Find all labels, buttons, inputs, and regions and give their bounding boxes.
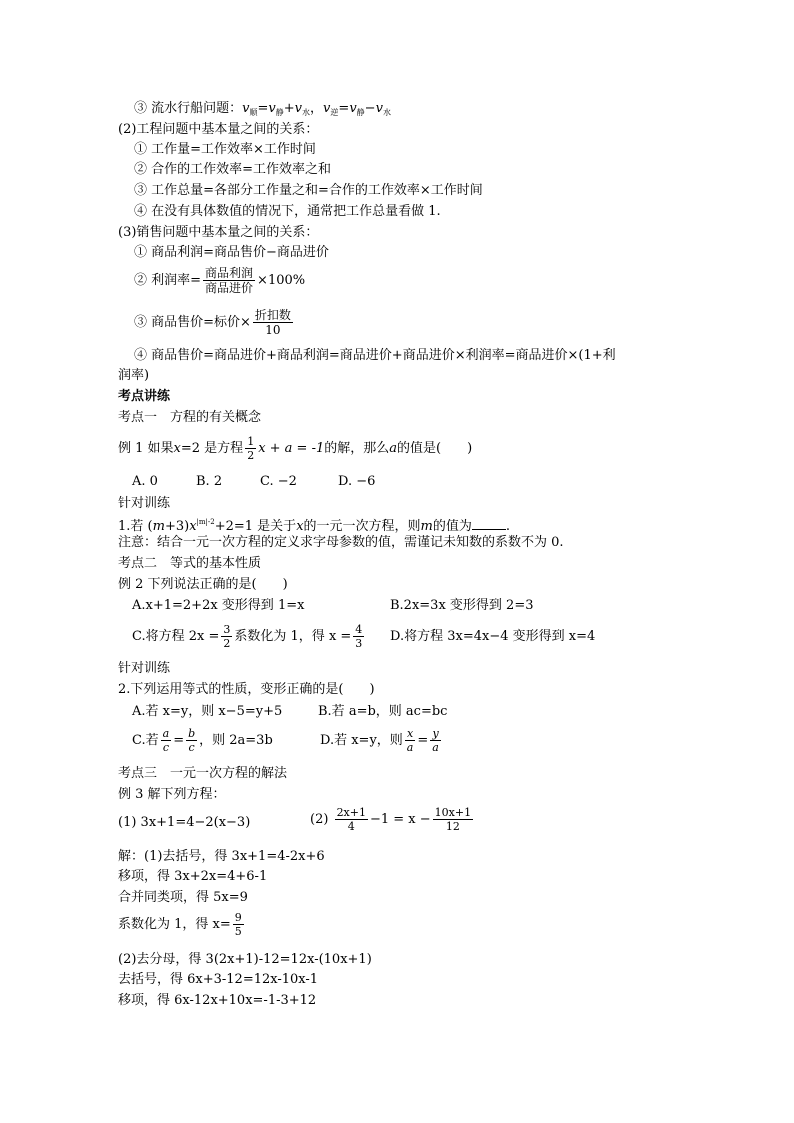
equation-1: (1) 3x+1=4−2(x−3) xyxy=(118,815,251,830)
topic-title: 考点三 一元一次方程的解法 xyxy=(118,766,288,781)
practice-label: 针对训练 xyxy=(118,661,171,676)
question-2: 2.下列运用等式的性质，变形正确的是( ) xyxy=(118,682,375,697)
water-flow-formula: ③ 流水行船问题：$v_顺=v_静+v_水$，$v_逆=v_静-v_水$ xyxy=(134,101,391,117)
question-1: 1.若 $(m+3)x^{|m|-2}+2=1$ 是关于x的一元一次方程，则m的值为 . xyxy=(118,518,511,534)
example-1: 例 1 如果x=2 是方程 $\frac{1}{2}$ x + a = -1的解，那么a的值是( ) xyxy=(118,435,473,462)
fraction: $\frac{a}{c}$ xyxy=(162,727,170,754)
fraction: $\frac{3}{2}$ xyxy=(223,623,231,650)
option-c: C.将方程 2x = $\frac{3}{2}$ 系数化为 1，得 x = $\frac{4}{3}$ xyxy=(132,623,363,650)
solution-step: 合并同类项，得 5x=9 xyxy=(118,890,248,905)
option: A. 0 xyxy=(132,474,158,489)
practice-label: 针对训练 xyxy=(118,496,171,511)
solution-step: 移项，得 6x-12x+10x=-1-3+12 xyxy=(118,993,317,1008)
option: D.将方程 3x=4x−4 变形得到 x=4 xyxy=(390,629,596,644)
sales-item-price: ③ 商品售价=标价× $\frac{\text{折扣数}}{10}$ xyxy=(134,308,291,337)
option: C. −2 xyxy=(260,474,297,489)
option: A.若 x=y，则 x−5=y+5 xyxy=(132,704,283,719)
sales-item: ④ 商品售价=商品进价+商品利润=商品进价+商品进价×利润率=商品进价×(1+利 xyxy=(134,348,616,363)
sales-item: ① 商品利润=商品售价−商品进价 xyxy=(134,245,329,260)
fraction: $\frac{\text{商品利润}}{\text{商品进价}}$ xyxy=(205,266,254,295)
option-d: D.若 x=y，则 $\frac{x}{a}$ = $\frac{y}{a}$ xyxy=(320,727,439,754)
option: B.若 a=b，则 ac=bc xyxy=(318,704,448,719)
note: 注意：结合一元一次方程的定义求字母参数的值，需谨记未知数的系数不为 0. xyxy=(118,535,564,550)
solution-step: 解：(1)去括号，得 3x+1=4-2x+6 xyxy=(118,849,325,864)
example-3: 例 3 解下列方程： xyxy=(118,787,226,802)
option-c: C.若 $\frac{a}{c}$ = $\frac{b}{c}$ ，则 2a=3b xyxy=(132,727,273,754)
solution-step: 系数化为 1，得 x= $\frac{9}{5}$ xyxy=(118,911,242,938)
option: B. 2 xyxy=(196,474,223,489)
answer-blank xyxy=(472,517,506,530)
solution-step: 移项，得 3x+2x=4+6-1 xyxy=(118,869,268,884)
work-heading: (2)工程问题中基本量之间的关系： xyxy=(118,122,319,137)
fraction: $\frac{2x+1}{4}$ xyxy=(336,806,366,833)
solution-step: 去括号，得 6x+3-12=12x-10x-1 xyxy=(118,972,319,987)
option: B.2x=3x 变形得到 2=3 xyxy=(390,598,534,613)
example-2: 例 2 下列说法正确的是( ) xyxy=(118,577,288,592)
work-item: ① 工作量=工作效率×工作时间 xyxy=(134,142,316,157)
fraction: $\frac{1}{2}$ xyxy=(247,435,255,462)
fraction: $\frac{\text{折扣数}}{10}$ xyxy=(254,308,291,337)
sales-item-profit-rate: ② 利润率= $\frac{\text{商品利润}}{\text{商品进价}}$ ×100% xyxy=(134,266,306,295)
fraction: $\frac{4}{3}$ xyxy=(355,623,363,650)
option: D. −6 xyxy=(338,474,376,489)
work-item: ③ 工作总量=各部分工作量之和=合作的工作效率×工作时间 xyxy=(134,183,483,198)
fraction: $\frac{y}{a}$ xyxy=(432,727,439,754)
work-item: ② 合作的工作效率=工作效率之和 xyxy=(134,162,332,177)
topic-title: 考点二 等式的基本性质 xyxy=(118,556,262,571)
fraction: $\frac{10x+1}{12}$ xyxy=(434,806,472,833)
fraction: $\frac{x}{a}$ xyxy=(406,727,414,754)
section-title: 考点讲练 xyxy=(118,389,171,404)
equation-2: (2) $\frac{2x+1}{4}$ −1 = x − $\frac{10x+1}{12}$ xyxy=(310,806,472,833)
sales-item-continued: 润率) xyxy=(118,368,150,383)
sales-heading: (3)销售问题中基本量之间的关系： xyxy=(118,225,319,240)
work-item: ④ 在没有具体数值的情况下，通常把工作总量看做 1. xyxy=(134,204,441,219)
fraction: $\frac{9}{5}$ xyxy=(234,911,242,938)
fraction: $\frac{b}{c}$ xyxy=(188,727,196,754)
solution-step: (2)去分母，得 3(2x+1)-12=12x-(10x+1) xyxy=(118,952,372,967)
topic-title: 考点一 方程的有关概念 xyxy=(118,410,262,425)
option: A.x+1=2+2x 变形得到 1=x xyxy=(132,598,305,613)
